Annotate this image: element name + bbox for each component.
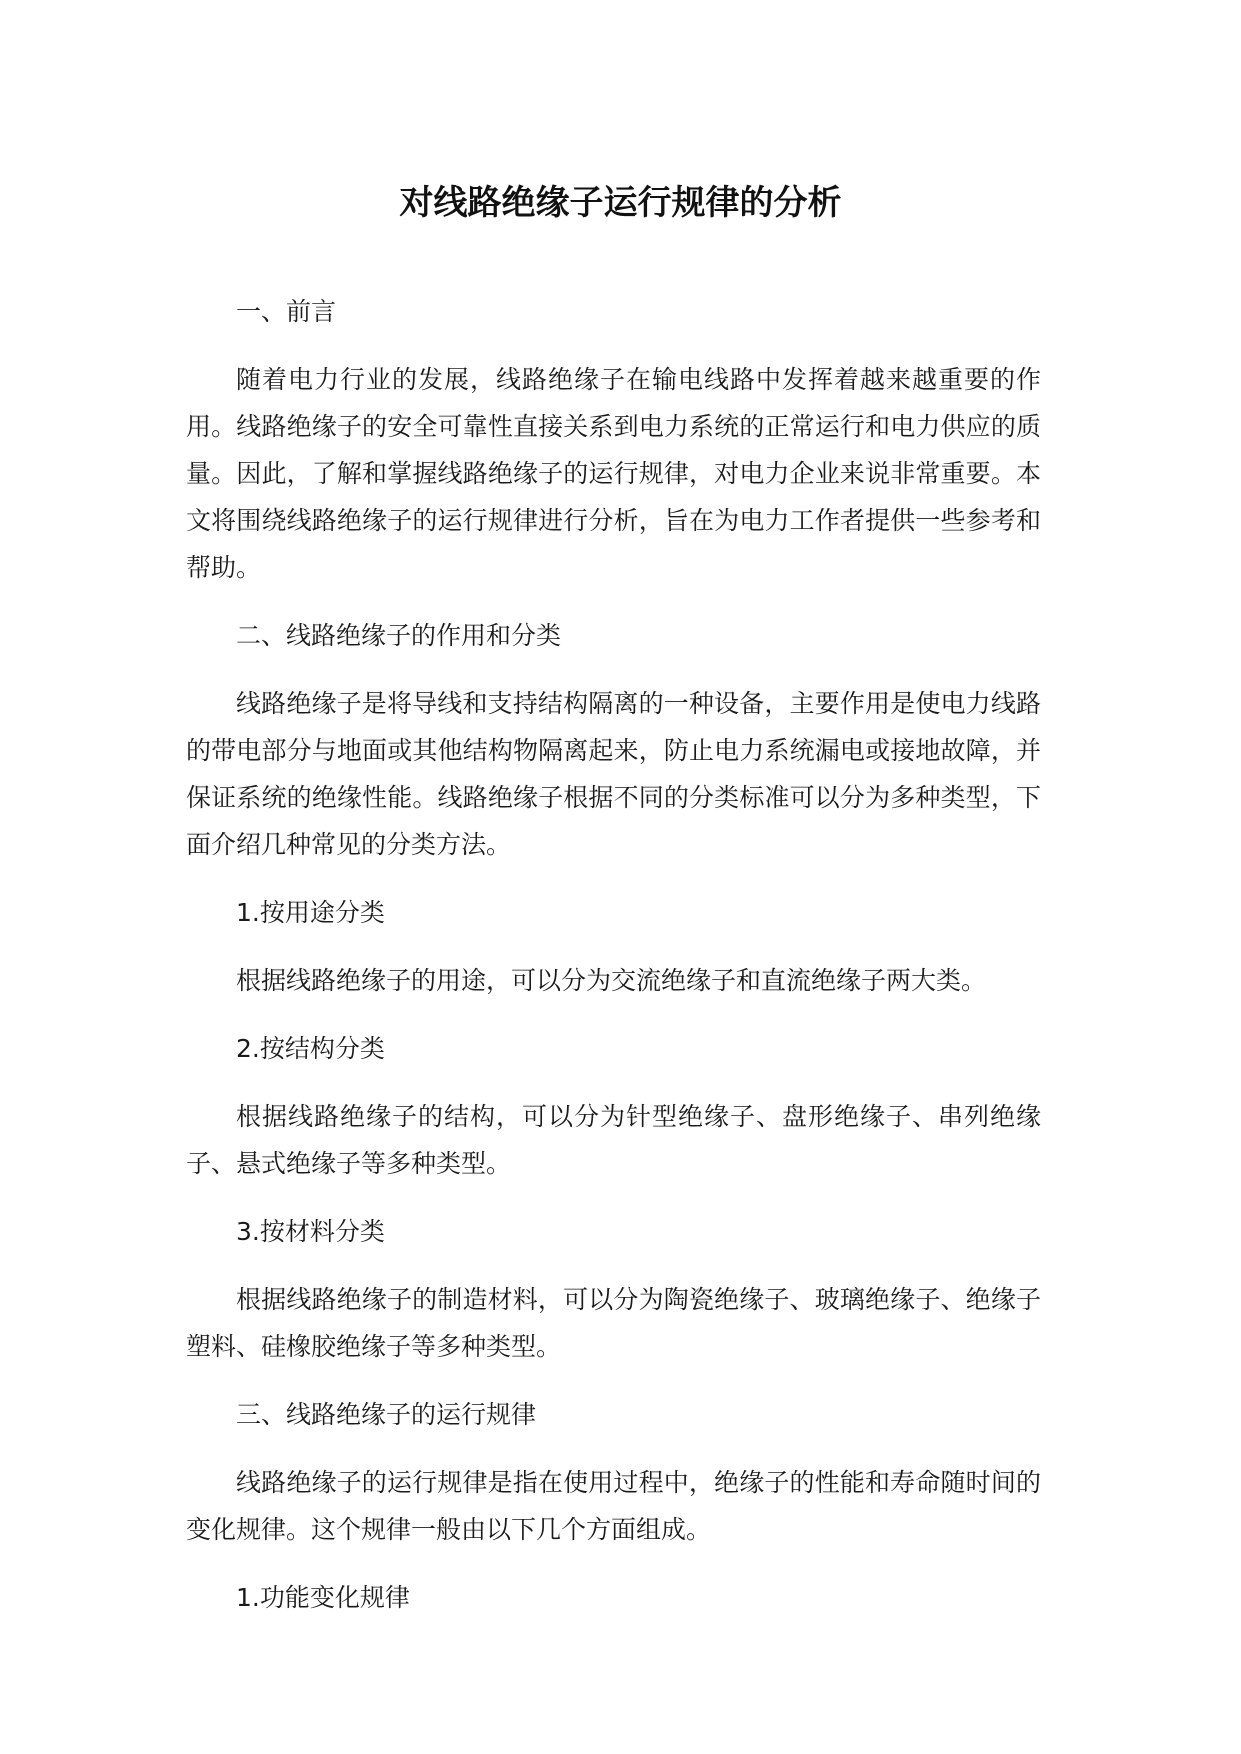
paragraph-by-usage: 根据线路绝缘子的用途，可以分为交流绝缘子和直流绝缘子两大类。 — [236, 966, 987, 995]
document-body — [186, 288, 1041, 1642]
section-heading-function-classification: 二、线路绝缘子的作用和分类 — [236, 621, 562, 650]
paragraph-by-material: 根据线路绝缘子的制造材料，可以分为陶瓷绝缘子、玻璃绝缘子、绝缘子塑料、硅橡胶绝缘子等多种类型。 — [186, 1285, 1041, 1361]
subheading-by-usage: 1.按用途分类 — [236, 898, 385, 927]
section-heading-operating-rules: 三、线路绝缘子的运行规律 — [236, 1400, 537, 1429]
paragraph-preface: 随着电力行业的发展，线路绝缘子在输电线路中发挥着越来越重要的作用。线路绝缘子的安全可靠性直接关系到电力系统的正常运行和电力供应的质量。因此，了解和掌握线路绝缘子的运行规律，对电力企业来说非常重要。本文将围绕线路绝缘子的运行规律进行分析，旨在为电力工作者提供一些参考和帮助。 — [186, 365, 1041, 582]
subheading-by-structure: 2.按结构分类 — [236, 1034, 385, 1063]
subheading-function-change: 1.功能变化规律 — [236, 1583, 410, 1612]
paragraph-by-structure: 根据线路绝缘子的结构，可以分为针型绝缘子、盘形绝缘子、串列绝缘子、悬式绝缘子等多种类型。 — [186, 1102, 1041, 1178]
document-title: 对线路绝缘子运行规律的分析 — [399, 183, 842, 223]
subheading-by-material: 3.按材料分类 — [236, 1217, 385, 1246]
section-heading-preface: 一、前言 — [236, 297, 337, 326]
paragraph-function: 线路绝缘子是将导线和支持结构隔离的一种设备，主要作用是使电力线路的带电部分与地面或其他结构物隔离起来，防止电力系统漏电或接地故障，并保证系统的绝缘性能。线路绝缘子根据不同的分类标准可以分为多种类型，下面介绍几种常见的分类方法。 — [186, 689, 1041, 859]
paragraph-operating-rules: 线路绝缘子的运行规律是指在使用过程中，绝缘子的性能和寿命随时间的变化规律。这个规律一般由以下几个方面组成。 — [186, 1468, 1041, 1544]
